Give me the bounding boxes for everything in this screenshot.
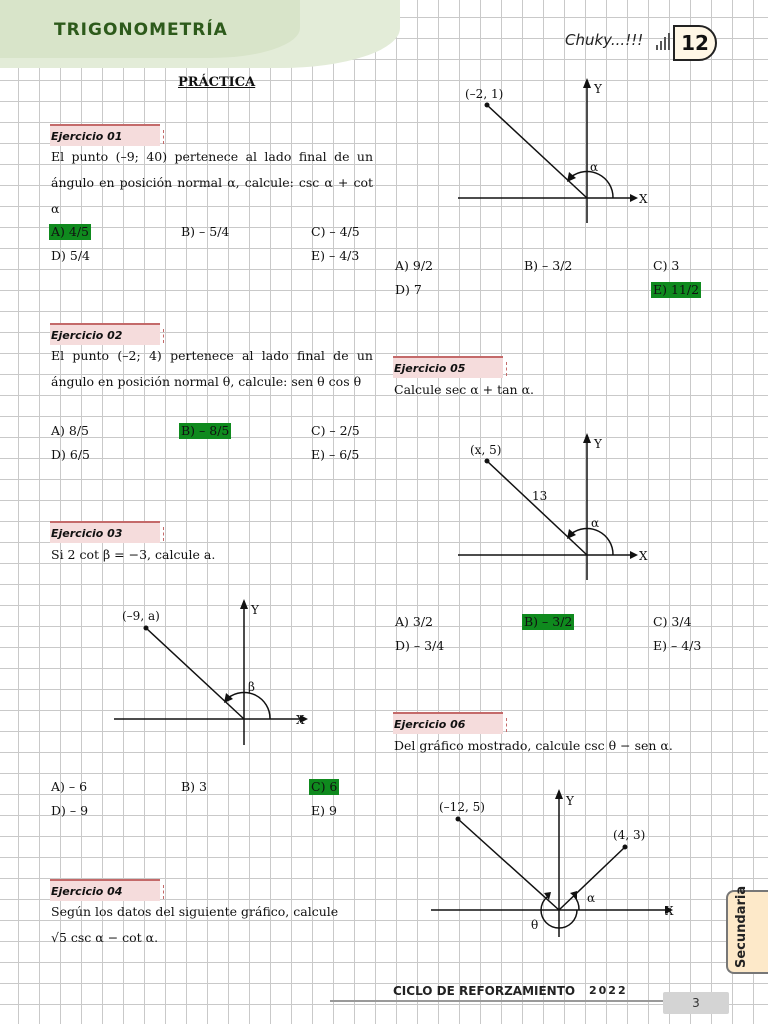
- point-marker: [485, 103, 490, 108]
- exercise-2-label: Ejercicio 02: [50, 323, 160, 345]
- exercise-3-text: Si 2 cot β = −3, calcule a.: [51, 547, 216, 562]
- footer-page-number: 3: [663, 992, 729, 1014]
- y-axis-arrow-icon: [240, 599, 248, 609]
- y-axis-label: Y: [566, 794, 574, 808]
- exercise-4-option-b: B) – 3/2: [524, 258, 573, 273]
- exercise-1-option-d: D) 5/4: [51, 248, 90, 263]
- exercise-6-graph: [425, 785, 685, 945]
- y-axis-arrow-icon: [555, 789, 563, 799]
- exercise-3-option-d: D) – 9: [51, 803, 89, 818]
- exercise-3-option-c: C) 6: [311, 779, 338, 794]
- y-axis-label: Y: [594, 437, 602, 451]
- exercise-2-text: El punto (–2; 4) pertenece al lado final de un ángulo en posición normal θ, calcule: sen θ cos θ: [51, 348, 373, 389]
- exercise-3-option-a: A) – 6: [51, 779, 88, 794]
- x-axis-arrow-icon: [630, 551, 638, 559]
- level-tab-label: Secundaria: [734, 885, 749, 968]
- terminal-side: [487, 105, 587, 198]
- angle-label: α: [591, 516, 600, 530]
- angle-arrow-icon: [224, 693, 233, 703]
- exercise-3-graph: [100, 595, 320, 755]
- footer-rule: [330, 1000, 670, 1002]
- exercise-6-label: Ejercicio 06: [393, 712, 503, 734]
- page-badge: 12: [673, 25, 717, 61]
- exercise-1-option-e: E) – 4/3: [311, 248, 360, 263]
- footer-program: CICLO DE REFORZAMIENTO: [393, 984, 576, 998]
- author-signature: Chuky...!!!: [565, 31, 644, 49]
- exercise-1-option-a: A) 4/5: [51, 224, 89, 239]
- terminal-side: [487, 461, 587, 555]
- exercise-2-option-c: C) – 2/5: [311, 423, 360, 438]
- point-marker-1: [456, 817, 461, 822]
- angle-arc: [571, 528, 613, 555]
- exercise-3-label: Ejercicio 03: [50, 521, 160, 543]
- y-axis-label: Y: [594, 82, 602, 96]
- exercise-5-graph: [450, 430, 670, 585]
- exercise-1-text: El punto (–9; 40) pertenece al lado final de un ángulo en posición normal α, calcule: csc α + cot α: [51, 149, 373, 216]
- exercise-2-option-e: E) – 6/5: [311, 447, 360, 462]
- exercise-5-option-c: C) 3/4: [653, 614, 692, 629]
- x-axis-label: X: [639, 549, 648, 563]
- exercise-2-option-d: D) 6/5: [51, 447, 90, 462]
- terminal-side: [146, 628, 244, 719]
- angle-arc: [571, 171, 613, 198]
- x-axis-label: X: [665, 904, 674, 918]
- point-label: (–9, a): [122, 609, 160, 623]
- point-marker: [144, 626, 149, 631]
- point-2-label: (4, 3): [613, 828, 646, 842]
- exercise-3-option-e: E) 9: [311, 803, 337, 818]
- angle-theta-label: θ: [531, 918, 539, 932]
- y-axis-label: Y: [251, 603, 259, 617]
- x-axis-label: X: [296, 713, 305, 727]
- point-marker-2: [623, 845, 628, 850]
- exercise-4-option-e: E) 11/2: [653, 282, 700, 297]
- section-title: PRÁCTICA: [178, 75, 256, 90]
- exercise-4-option-d: D) 7: [395, 282, 422, 297]
- length-label: 13: [532, 489, 548, 503]
- exercise-2-option-b: B) – 8/5: [181, 423, 230, 438]
- exercise-5-option-d: D) – 3/4: [395, 638, 445, 653]
- y-axis-arrow-icon: [583, 78, 591, 88]
- exercise-4-text-line1: Según los datos del siguiente gráfico, calcule: [51, 904, 339, 919]
- point-label: (–2, 1): [465, 87, 504, 101]
- angle-label: β: [248, 680, 255, 694]
- angle-arc: [228, 692, 270, 719]
- exercise-1-option-c: C) – 4/5: [311, 224, 360, 239]
- angle-arrow-icon: [567, 529, 576, 539]
- exercise-4-option-c: C) 3: [653, 258, 680, 273]
- footer-year: 2022: [589, 984, 628, 997]
- exercise-4-text-line2: √5 csc α − cot α.: [51, 930, 159, 945]
- x-axis-arrow-icon: [630, 194, 638, 202]
- exercise-5-option-e: E) – 4/3: [653, 638, 702, 653]
- exercise-1-option-b: B) – 5/4: [181, 224, 230, 239]
- angle-label: α: [590, 160, 599, 174]
- point-marker: [485, 459, 490, 464]
- signal-bars-icon: [656, 32, 672, 50]
- exercise-4-label: Ejercicio 04: [50, 879, 160, 901]
- exercise-5-option-a: A) 3/2: [395, 614, 433, 629]
- x-axis-label: X: [639, 192, 648, 206]
- exercise-5-label: Ejercicio 05: [393, 356, 503, 378]
- angle-alpha-label: α: [587, 891, 596, 905]
- header-title: TRIGONOMETRÍA: [54, 20, 228, 40]
- exercise-4-option-a: A) 9/2: [395, 258, 433, 273]
- y-axis-arrow-icon: [583, 433, 591, 443]
- point-1-label: (–12, 5): [439, 800, 485, 814]
- angle-arrow-icon: [567, 172, 576, 182]
- point-label: (x, 5): [470, 443, 502, 457]
- exercise-6-text: Del gráfico mostrado, calcule csc θ − sen α.: [394, 738, 673, 753]
- exercise-1-label: Ejercicio 01: [50, 124, 160, 146]
- exercise-5-option-b: B) – 3/2: [524, 614, 573, 629]
- terminal-side-theta: [458, 819, 559, 910]
- exercise-2-option-a: A) 8/5: [51, 423, 89, 438]
- exercise-4-graph: [450, 75, 670, 225]
- exercise-3-option-b: B) 3: [181, 779, 207, 794]
- exercise-5-text: Calcule sec α + tan α.: [394, 382, 534, 397]
